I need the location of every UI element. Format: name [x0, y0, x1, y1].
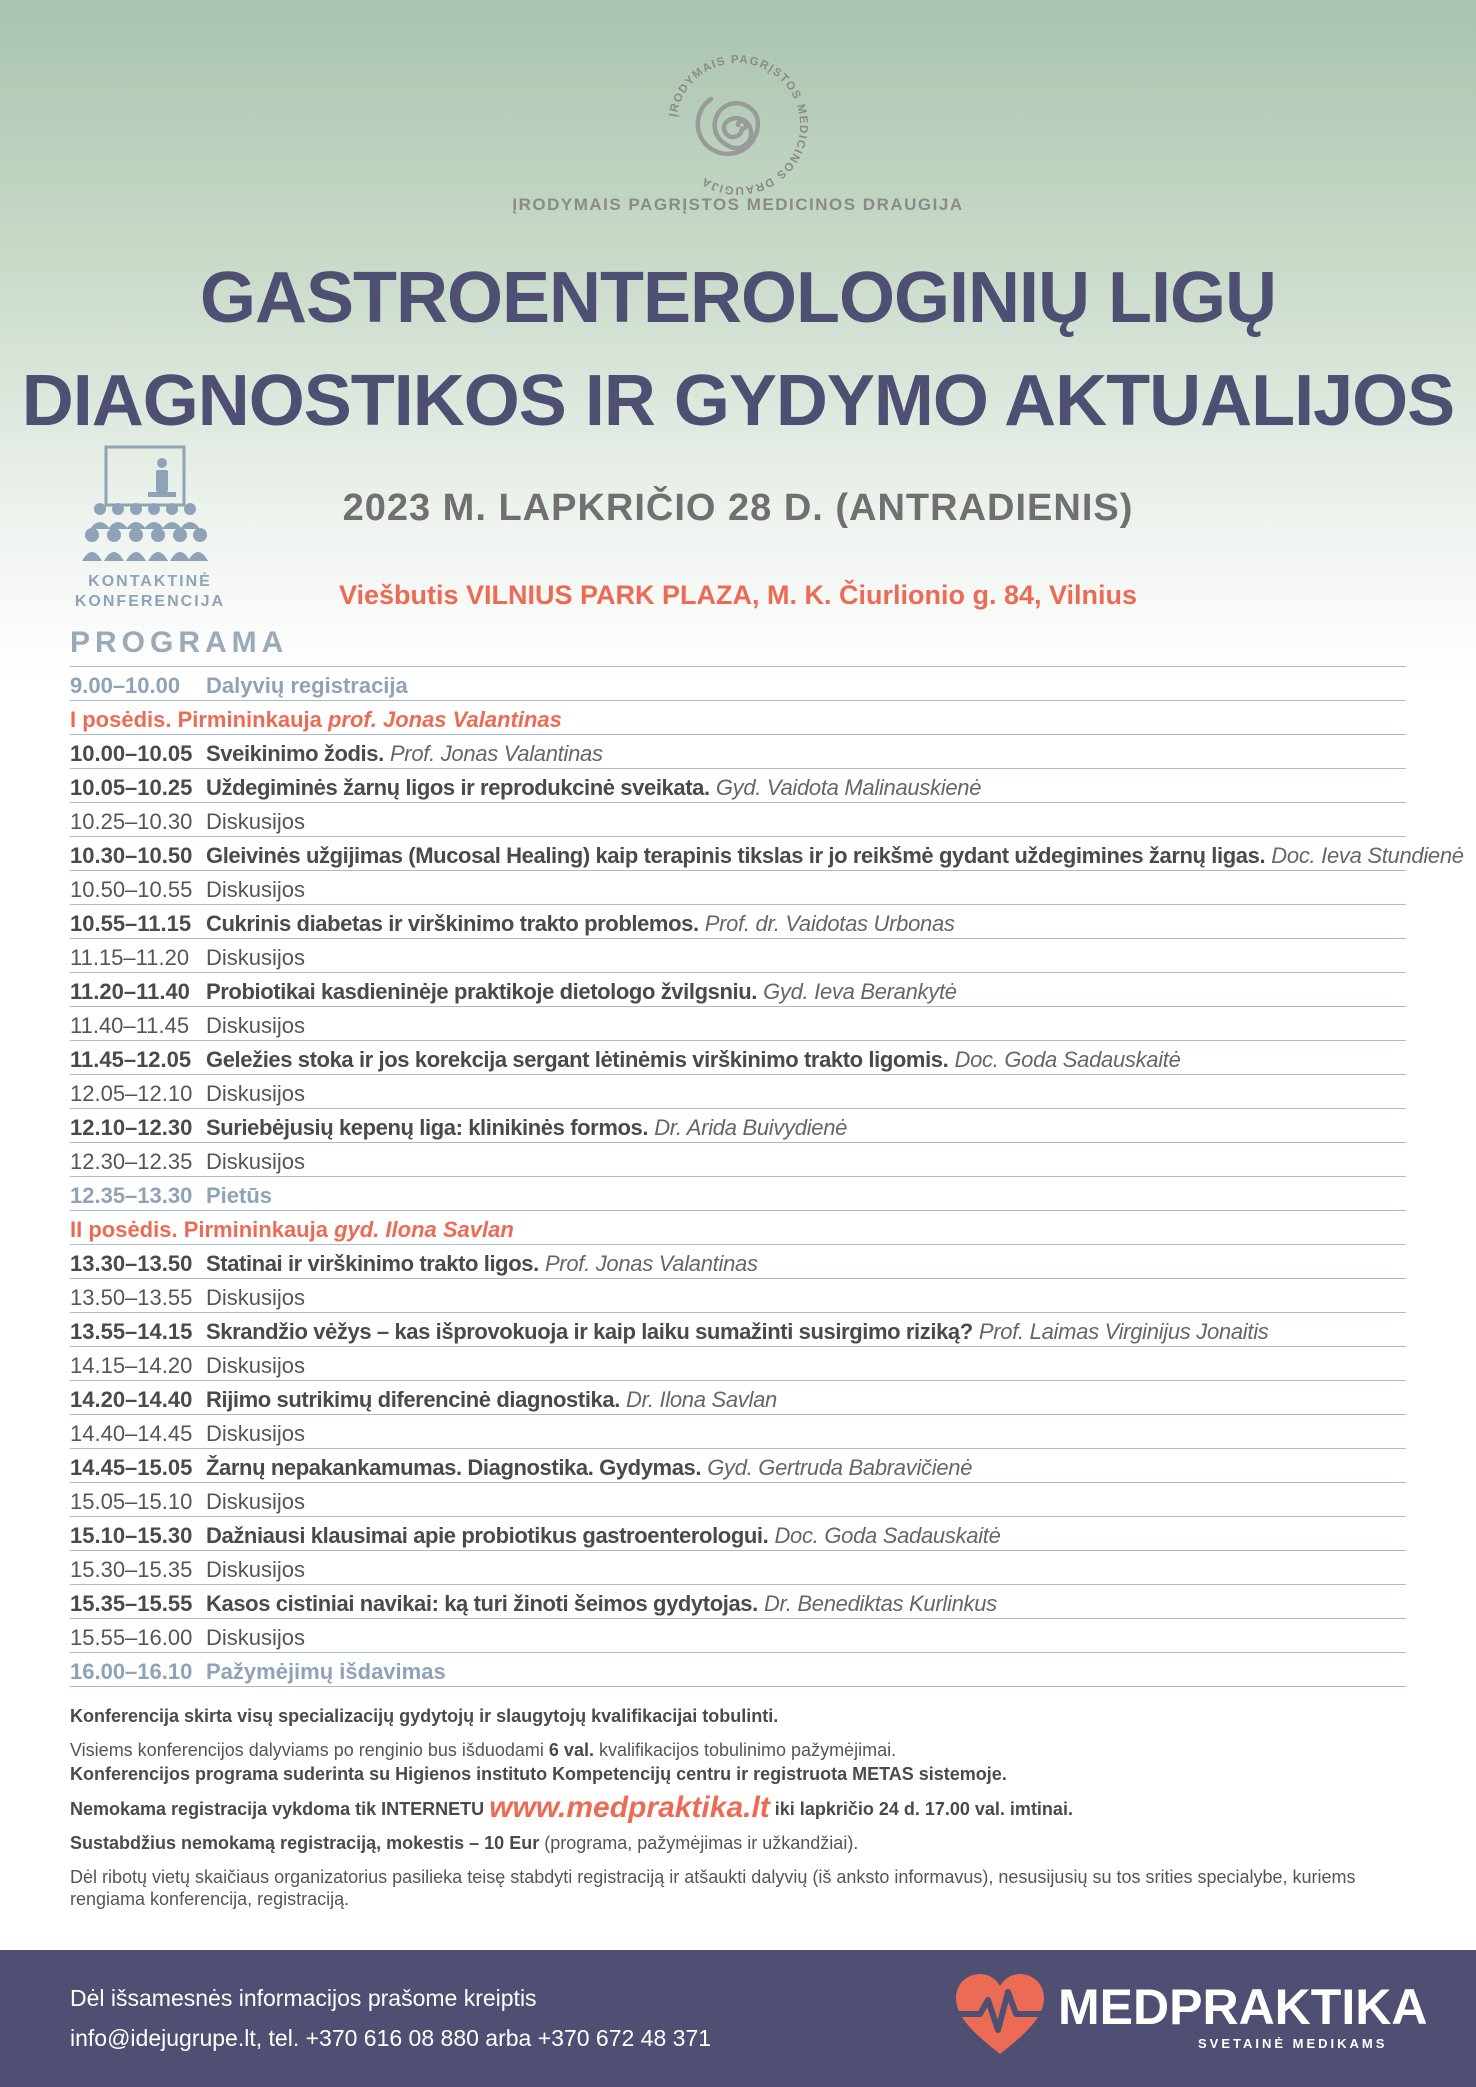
note-hours: 6 val. [548, 1740, 594, 1760]
session-title [70, 707, 1406, 734]
talk-title: Suriebėjusių kepenų liga: klinikinės formos. [206, 1115, 649, 1140]
schedule-row [70, 666, 1406, 700]
talk-speaker: Prof. Jonas Valantinas [544, 1251, 758, 1276]
schedule-time: 9.00–10.00 [70, 673, 181, 698]
schedule-time: 10.50–10.55 [70, 877, 193, 902]
schedule-item-text: Diskusijos [206, 809, 306, 834]
logo-ring-text: ĮRODYMAIS PAGRĮSTOS MEDICINOS DRAUGIJA [667, 53, 810, 197]
conference-type-line1: KONTAKTINĖ [88, 573, 212, 590]
talk-speaker: Gyd. Gertruda Babravičienė [707, 1455, 973, 1480]
note-audience [70, 1705, 1410, 1727]
schedule-row [70, 1652, 1406, 1687]
schedule-item-text: Diskusijos [206, 1149, 306, 1174]
talk-title: Cukrinis diabetas ir virškinimo trakto problemos. [206, 911, 699, 936]
conference-type-label [70, 572, 230, 612]
talk-info [206, 1047, 1406, 1074]
schedule-item-text: Diskusijos [206, 1557, 306, 1582]
schedule-item-text: Pietūs [206, 1183, 273, 1208]
schedule-time: 12.10–12.30 [70, 1115, 193, 1140]
schedule-time: 10.05–10.25 [70, 775, 193, 800]
session-chair: prof. Jonas Valantinas [327, 707, 562, 732]
note-certificates-text: Visiems konferencijos dalyviams po renginio bus išduodami [70, 1740, 549, 1760]
note-audience-text: Konferencija skirta visų specializacijų gydytojų ir slaugytojų kvalifikacijai tobulinti. [70, 1706, 779, 1726]
footer-contact[interactable]: info@idejugrupe.lt, tel. +370 616 08 880 arba +370 672 48 371 [70, 2025, 712, 2051]
schedule-row [70, 802, 1406, 836]
note-fee [70, 1832, 1410, 1854]
schedule-row [70, 1040, 1406, 1074]
schedule-time: 10.30–10.50 [70, 843, 193, 868]
schedule-row [70, 1074, 1406, 1108]
program-heading: PROGRAMA [70, 626, 289, 659]
schedule-time: 10.25–10.30 [70, 809, 193, 834]
schedule-time: 15.05–15.10 [70, 1489, 193, 1514]
page-title-line2: DIAGNOSTIKOS IR GYDYMO AKTUALIJOS [21, 361, 1455, 441]
heart-pulse-icon [952, 1970, 1048, 2060]
session-header-row [70, 1210, 1406, 1244]
schedule-row [70, 1142, 1406, 1176]
note-fee-text: Sustabdžius nemokamą registraciją, mokestis – 10 Eur [70, 1833, 540, 1853]
brand-tagline: SVETAINĖ MEDIKAMS [1198, 2036, 1388, 2051]
schedule-time: 11.15–11.20 [70, 945, 190, 970]
schedule-row [70, 1482, 1406, 1516]
schedule-row [70, 972, 1406, 1006]
talk-info [206, 979, 1406, 1006]
schedule-time: 14.45–15.05 [70, 1455, 193, 1480]
schedule-time: 10.00–10.05 [70, 741, 193, 766]
note-approval [70, 1763, 1410, 1785]
note-registration-deadline: iki lapkričio 24 d. 17.00 val. imtinai. [769, 1799, 1073, 1819]
schedule-item-text: Diskusijos [206, 1421, 306, 1446]
schedule-time: 12.35–13.30 [70, 1183, 193, 1208]
session-title [70, 1217, 1406, 1244]
schedule-time: 13.30–13.50 [70, 1251, 193, 1276]
schedule-row [70, 1584, 1406, 1618]
note-fee-details: (programa, pažymėjimas ir užkandžiai). [539, 1833, 859, 1853]
schedule-time: 12.05–12.10 [70, 1081, 193, 1106]
schedule-item-text: Diskusijos [206, 1013, 306, 1038]
talk-speaker: Dr. Ilona Savlan [626, 1387, 777, 1412]
event-date: 2023 M. LAPKRIČIO 28 D. (ANTRADIENIS) [342, 487, 1134, 529]
talk-info [206, 741, 1406, 768]
schedule-item-text: Diskusijos [206, 1285, 306, 1310]
registration-link[interactable]: www.medpraktika.lt [489, 1791, 770, 1824]
schedule-time: 11.20–11.40 [70, 979, 190, 1004]
talk-speaker: Gyd. Ieva Berankytė [763, 979, 957, 1004]
talk-info [206, 1387, 1406, 1414]
schedule-row [70, 768, 1406, 802]
schedule-row [70, 1448, 1406, 1482]
note-limited-seats [70, 1866, 1410, 1910]
session-header-row [70, 700, 1406, 734]
schedule-row [70, 1312, 1406, 1346]
spiral-logo-icon [658, 45, 818, 205]
session-prefix: I posėdis. Pirmininkauja [70, 707, 328, 732]
note-limited-seats-text: Dėl ribotų vietų skaičiaus organizatorius pasilieka teisę stabdyti registraciją ir atšaukti dalyvių (iš anksto informavus), nesusijusių su tos srities specialybe, kuriems rengiama konferencija, registraciją. [70, 1867, 1356, 1909]
talk-speaker: Dr. Benediktas Kurlinkus [763, 1591, 997, 1616]
talk-info [206, 1251, 1406, 1278]
schedule-time: 13.55–14.15 [70, 1319, 193, 1344]
talk-speaker: Prof. Laimas Virginijus Jonaitis [978, 1319, 1269, 1344]
schedule-row [70, 1244, 1406, 1278]
talk-title: Dažniausi klausimai apie probiotikus gastroenterologui. [206, 1523, 769, 1548]
talk-info [206, 775, 1406, 802]
talk-title: Kasos cistiniai navikai: ką turi žinoti šeimos gydytojas. [206, 1591, 758, 1616]
talk-title: Statinai ir virškinimo trakto ligos. [206, 1251, 539, 1276]
note-certificates [70, 1739, 1410, 1761]
schedule-item-text: Dalyvių registracija [206, 673, 408, 698]
talk-info [206, 1115, 1406, 1142]
schedule-item-text: Diskusijos [206, 1625, 306, 1650]
schedule-time: 14.15–14.20 [70, 1353, 193, 1378]
schedule-time: 14.40–14.45 [70, 1421, 193, 1446]
talk-title: Gleivinės užgijimas (Mucosal Healing) kaip terapinis tikslas ir jo reikšmė gydant uždegimines žarnų ligas. [206, 843, 1266, 868]
schedule-item-text: Diskusijos [206, 1489, 306, 1514]
talk-info [206, 911, 1406, 938]
schedule-time: 16.00–16.10 [70, 1659, 193, 1684]
schedule-row [70, 1176, 1406, 1210]
talk-title: Rijimo sutrikimų diferencinė diagnostika. [206, 1387, 620, 1412]
talk-title: Skrandžio vėžys – kas išprovokuoja ir kaip laiku sumažinti susirgimo riziką? [206, 1319, 973, 1344]
talk-speaker: Doc. Goda Sadauskaitė [774, 1523, 1001, 1548]
talk-title: Uždegiminės žarnų ligos ir reprodukcinė sveikata. [206, 775, 710, 800]
schedule-row [70, 1550, 1406, 1584]
talk-title: Geležies stoka ir jos korekcija sergant lėtinėmis virškinimo trakto ligomis. [206, 1047, 949, 1072]
talk-title: Sveikinimo žodis. [206, 741, 384, 766]
talk-info [206, 1319, 1406, 1346]
program-schedule [70, 666, 1464, 1687]
talk-speaker: Prof. Jonas Valantinas [389, 741, 603, 766]
talk-title: Probiotikai kasdieninėje praktikoje dietologo žvilgsniu. [206, 979, 757, 1004]
talk-info [206, 1591, 1406, 1618]
talk-info [206, 1523, 1406, 1550]
schedule-item-text: Pažymėjimų išdavimas [206, 1659, 446, 1684]
schedule-row [70, 1516, 1406, 1550]
schedule-row [70, 870, 1406, 904]
talk-speaker: Gyd. Vaidota Malinauskienė [715, 775, 982, 800]
talk-info [206, 843, 1464, 870]
talk-speaker: Doc. Ieva Stundienė [1271, 843, 1464, 868]
schedule-time: 15.30–15.35 [70, 1557, 193, 1582]
note-approval-text: Konferencijos programa suderinta su Higienos instituto Kompetencijų centru ir registruota METAS sistemoje. [70, 1764, 1007, 1784]
conference-type-line2: KONFERENCIJA [74, 593, 226, 610]
schedule-time: 11.40–11.45 [70, 1013, 190, 1038]
classroom-icon [82, 443, 208, 563]
schedule-row [70, 904, 1406, 938]
schedule-row [70, 938, 1406, 972]
note-registration [70, 1791, 1410, 1824]
page-title-line1: GASTROENTEROLOGINIŲ LIGŲ [199, 258, 1276, 338]
schedule-time: 15.55–16.00 [70, 1625, 193, 1650]
schedule-row [70, 1414, 1406, 1448]
schedule-time: 11.45–12.05 [70, 1047, 192, 1072]
schedule-time: 15.35–15.55 [70, 1591, 193, 1616]
schedule-item-text: Diskusijos [206, 877, 306, 902]
organization-name: ĮRODYMAIS PAGRĮSTOS MEDICINOS DRAUGIJA [512, 195, 964, 214]
schedule-row [70, 734, 1406, 768]
schedule-row [70, 1108, 1406, 1142]
schedule-row [70, 836, 1464, 870]
event-venue: Viešbutis VILNIUS PARK PLAZA, M. K. Čiurlionio g. 84, Vilnius [338, 580, 1138, 610]
schedule-item-text: Diskusijos [206, 945, 306, 970]
schedule-time: 13.50–13.55 [70, 1285, 193, 1310]
schedule-time: 14.20–14.40 [70, 1387, 193, 1412]
talk-title: Žarnų nepakankamumas. Diagnostika. Gydymas. [206, 1455, 702, 1480]
schedule-item-text: Diskusijos [206, 1353, 306, 1378]
talk-speaker: Prof. dr. Vaidotas Urbonas [704, 911, 955, 936]
conference-notes [70, 1705, 1410, 1922]
schedule-row [70, 1006, 1406, 1040]
schedule-row [70, 1380, 1406, 1414]
session-prefix: II posėdis. Pirmininkauja [70, 1217, 335, 1242]
brand-name: MEDPRAKTIKA [1058, 1979, 1428, 2035]
note-registration-text: Nemokama registracija vykdoma tik INTERNETU [70, 1799, 490, 1819]
schedule-row [70, 1346, 1406, 1380]
schedule-time: 12.30–12.35 [70, 1149, 193, 1174]
talk-info [206, 1455, 1406, 1482]
talk-speaker: Dr. Arida Buivydienė [654, 1115, 848, 1140]
schedule-row [70, 1618, 1406, 1652]
schedule-row [70, 1278, 1406, 1312]
schedule-time: 15.10–15.30 [70, 1523, 193, 1548]
session-chair: gyd. Ilona Savlan [334, 1217, 514, 1242]
schedule-time: 10.55–11.15 [70, 911, 192, 936]
note-certificates-text-end: kvalifikacijos tobulinimo pažymėjimai. [593, 1740, 897, 1760]
schedule-item-text: Diskusijos [206, 1081, 306, 1106]
footer-info: Dėl išsamesnės informacijos prašome kreiptis [70, 1985, 537, 2011]
talk-speaker: Doc. Goda Sadauskaitė [954, 1047, 1181, 1072]
